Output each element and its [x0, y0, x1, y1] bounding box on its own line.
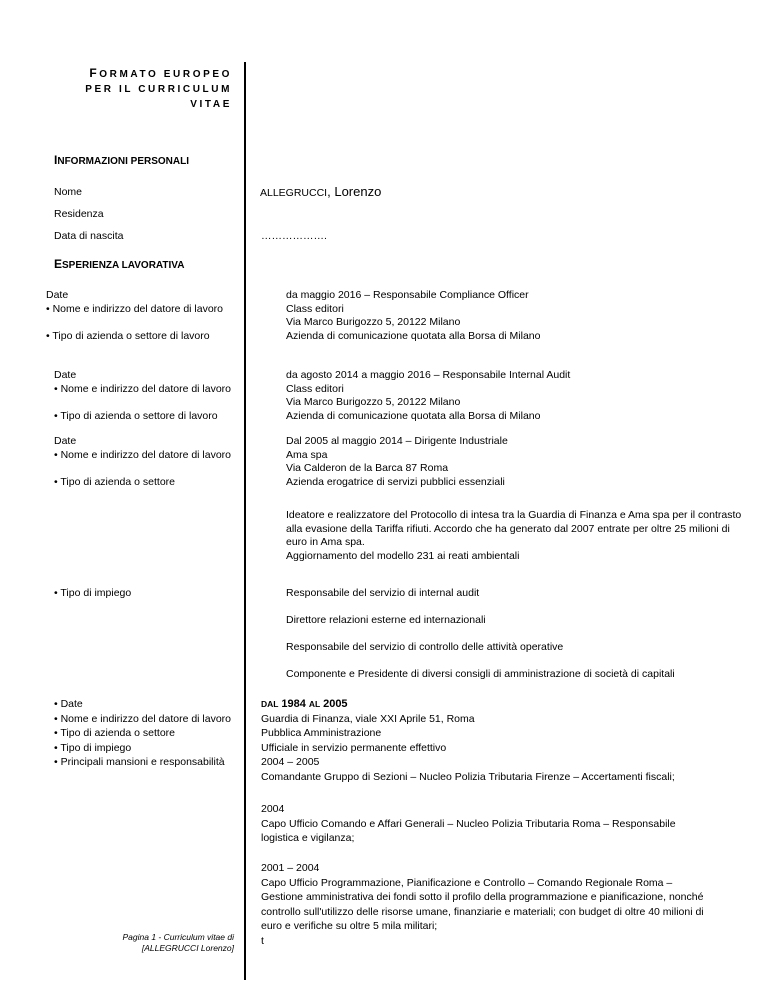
- section-personal-info: INFORMAZIONI PERSONALI: [54, 153, 190, 167]
- block1-employer-label: • Nome e indirizzo del datore di lavoro: [46, 303, 224, 315]
- gdf-content: DAL 1984 AL 2005 Guardia di Finanza, viale XXI Aprile 51, Roma Pubblica Amministrazione Ufficiale in servizio permanente effettivo 2004 – 2005 Comandante Gruppo di Sezioni – Nucleo Polizia Tributaria Firenze – Accertamenti fiscali;: [261, 697, 751, 784]
- birth-value: ……………….: [261, 230, 327, 242]
- block3-content: Dal 2005 al maggio 2014 – Dirigente Industriale Ama spa Via Calderon de la Barca 87 Roma Azienda erogatrice di servizi pubblici essenziali: [286, 435, 508, 488]
- page-footer: Pagina 1 - Curriculum vitae di [ALLEGRUCCI Lorenzo]: [122, 932, 234, 953]
- block1-sector-label: • Tipo di azienda o settore di lavoro: [46, 330, 210, 342]
- job-type-2: Direttore relazioni esterne ed internazionali: [286, 614, 486, 626]
- section-work-experience: ESPERIENZA LAVORATIVA: [54, 257, 185, 271]
- block2-employer-label: • Nome e indirizzo del datore di lavoro: [54, 383, 232, 395]
- cv-header: [85, 66, 232, 112]
- job-type-1: Responsabile del servizio di internal audit: [286, 587, 480, 599]
- vertical-divider: [244, 62, 246, 980]
- job-type-3: Responsabile del servizio di controllo delle attività operative: [286, 641, 564, 653]
- block2-content: da agosto 2014 a maggio 2016 – Responsabile Internal Audit Class editori Via Marco Burigozzo 5, 20122 Milano Azienda di comunicazione quotata alla Borsa di Milano: [286, 369, 571, 422]
- job-type-label: • Tipo di impiego: [54, 587, 132, 599]
- block2-sector-label: • Tipo di azienda o settore di lavoro: [54, 410, 218, 422]
- gdf-labels: • Date • Nome e indirizzo del datore di lavoro • Tipo di azienda o settore • Tipo di impiego • Principali mansioni e responsabilità: [54, 698, 232, 768]
- block1-date-label: Date: [46, 289, 69, 301]
- protocol-paragraph: Ideatore e realizzatore del Protocollo di intesa tra la Guardia di Finanza e Ama spa per il contrasto alla evasione della Tariffa rifiuti. Accordo che ha generato dal 2007 entrate per oltre 25 milioni di euro in Ama spa. Aggiornamento del modello 231 ai reati ambientali: [286, 509, 742, 562]
- name-value: ALLEGRUCCI, Lorenzo: [260, 184, 382, 199]
- block3-sector-label: • Tipo di azienda o settore: [54, 476, 176, 488]
- header-line-1: FORMATO EUROPEO: [89, 66, 232, 80]
- header-line-2: PER IL CURRICULUM: [85, 84, 232, 95]
- block2-date-label: Date: [54, 369, 77, 381]
- block3-employer-label: • Nome e indirizzo del datore di lavoro: [54, 449, 232, 461]
- block1-content: da maggio 2016 – Responsabile Compliance Officer Class editori Via Marco Burigozzo 5, 20122 Milano Azienda di comunicazione quotata alla Borsa di Milano: [286, 289, 541, 342]
- name-label: Nome: [54, 186, 83, 198]
- birth-label: Data di nascita: [54, 230, 124, 242]
- gdf-period: DAL 1984 AL 2005: [261, 698, 348, 710]
- residence-label: Residenza: [54, 208, 104, 220]
- gdf-entry-2001: 2001 – 2004 Capo Ufficio Programmazione, Pianificazione e Controllo – Comando Regionale Roma – Gestione amministrativa dei fondi sotto il profilo della programmazione e pianificazione, nonché controllo sull'utilizzo delle risorse umane, finanziarie e materiali; con budget di oltre 40 milioni di euro e verifiche su oltre 5 mila militari; t: [261, 862, 704, 947]
- header-line-3: VITAE: [190, 99, 232, 110]
- job-type-4: Componente e Presidente di diversi consigli di amministrazione di società di capitali: [286, 668, 675, 680]
- gdf-entry-2004: 2004 Capo Ufficio Comando e Affari Generali – Nucleo Polizia Tributaria Roma – Responsabile logistica e vigilanza;: [261, 803, 676, 844]
- block3-date-label: Date: [54, 435, 77, 447]
